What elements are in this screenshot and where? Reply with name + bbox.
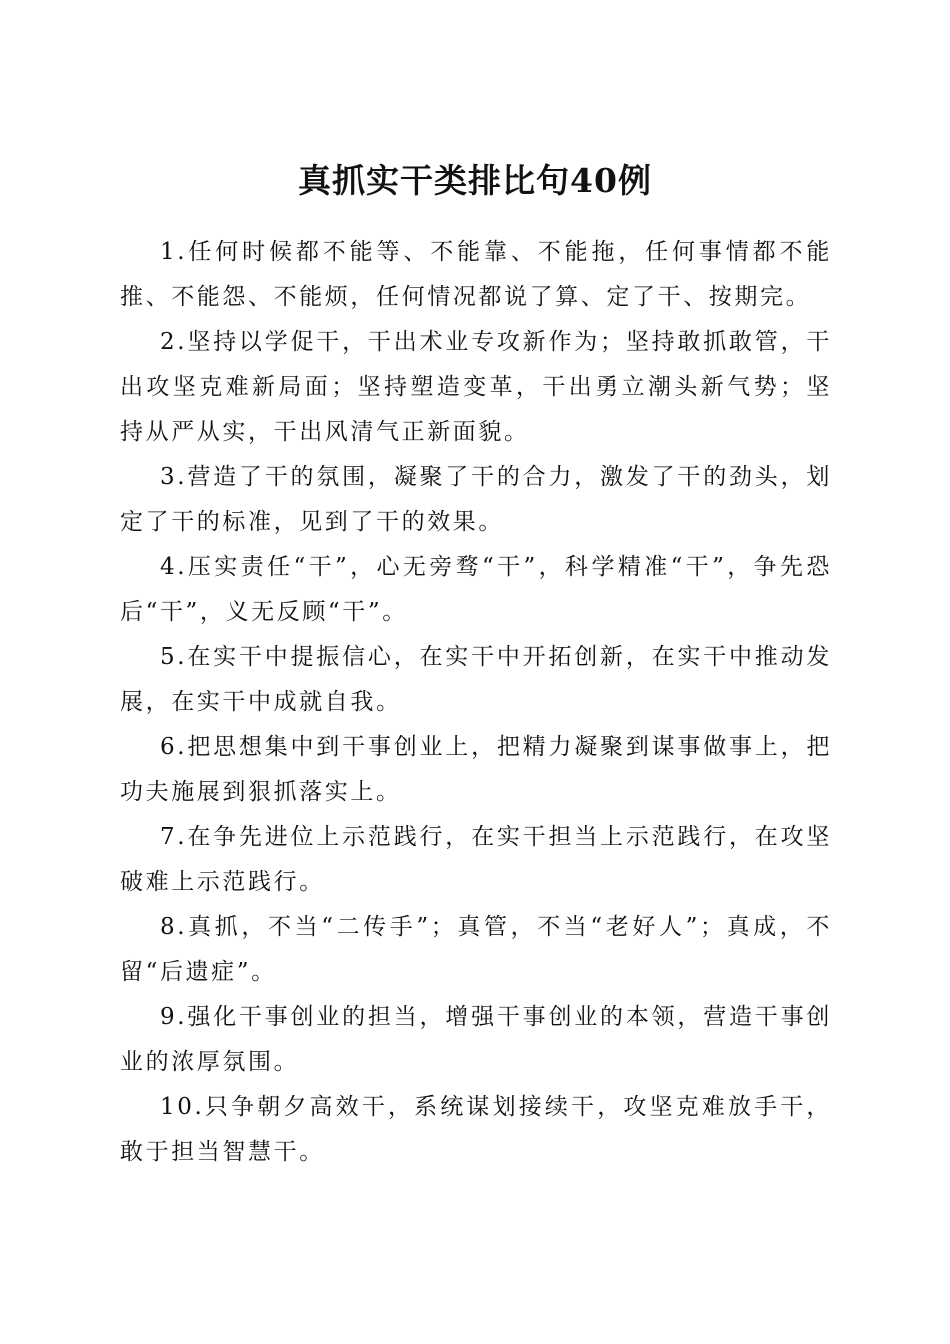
- paragraph-7: 7.在争先进位上示范践行，在实干担当上示范践行，在攻坚破难上示范践行。: [120, 824, 832, 895]
- paragraph-2: 2.坚持以学促干，干出术业专攻新作为；坚持敢抓敢管，干出攻坚克难新局面；坚持塑造变革，干出勇立潮头新气势；坚持从严从实，干出风清气正新面貌。: [120, 329, 832, 445]
- paragraph-9: 9.强化干事创业的担当，增强干事创业的本领，营造干事创业的浓厚氛围。: [120, 1004, 832, 1075]
- paragraph-3: 3.营造了干的氛围，凝聚了干的合力，激发了干的劲头，划定了干的标准，见到了干的效果。: [120, 464, 832, 535]
- paragraph-6: 6.把思想集中到干事创业上，把精力凝聚到谋事做事上，把功夫施展到狠抓落实上。: [120, 734, 832, 805]
- paragraph-10: 10.只争朝夕高效干，系统谋划接续干，攻坚克难放手干，敢于担当智慧干。: [120, 1094, 832, 1165]
- page-title: 真抓实干类排比句40例: [298, 161, 652, 201]
- paragraph-4: 4.压实责任“干”，心无旁骛“干”，科学精准“干”，争先恐后“干”，义无反顾“干”。: [120, 554, 832, 625]
- paragraph-8: 8.真抓，不当“二传手”；真管，不当“老好人”；真成，不留“后遗症”。: [120, 914, 832, 985]
- paragraph-5: 5.在实干中提振信心，在实干中开拓创新，在实干中推动发展，在实干中成就自我。: [120, 644, 832, 715]
- paragraph-1: 1.任何时候都不能等、不能靠、不能拖，任何事情都不能推、不能怨、不能烦，任何情况都说了算、定了干、按期完。: [120, 239, 832, 310]
- document-body: [120, 230, 832, 1175]
